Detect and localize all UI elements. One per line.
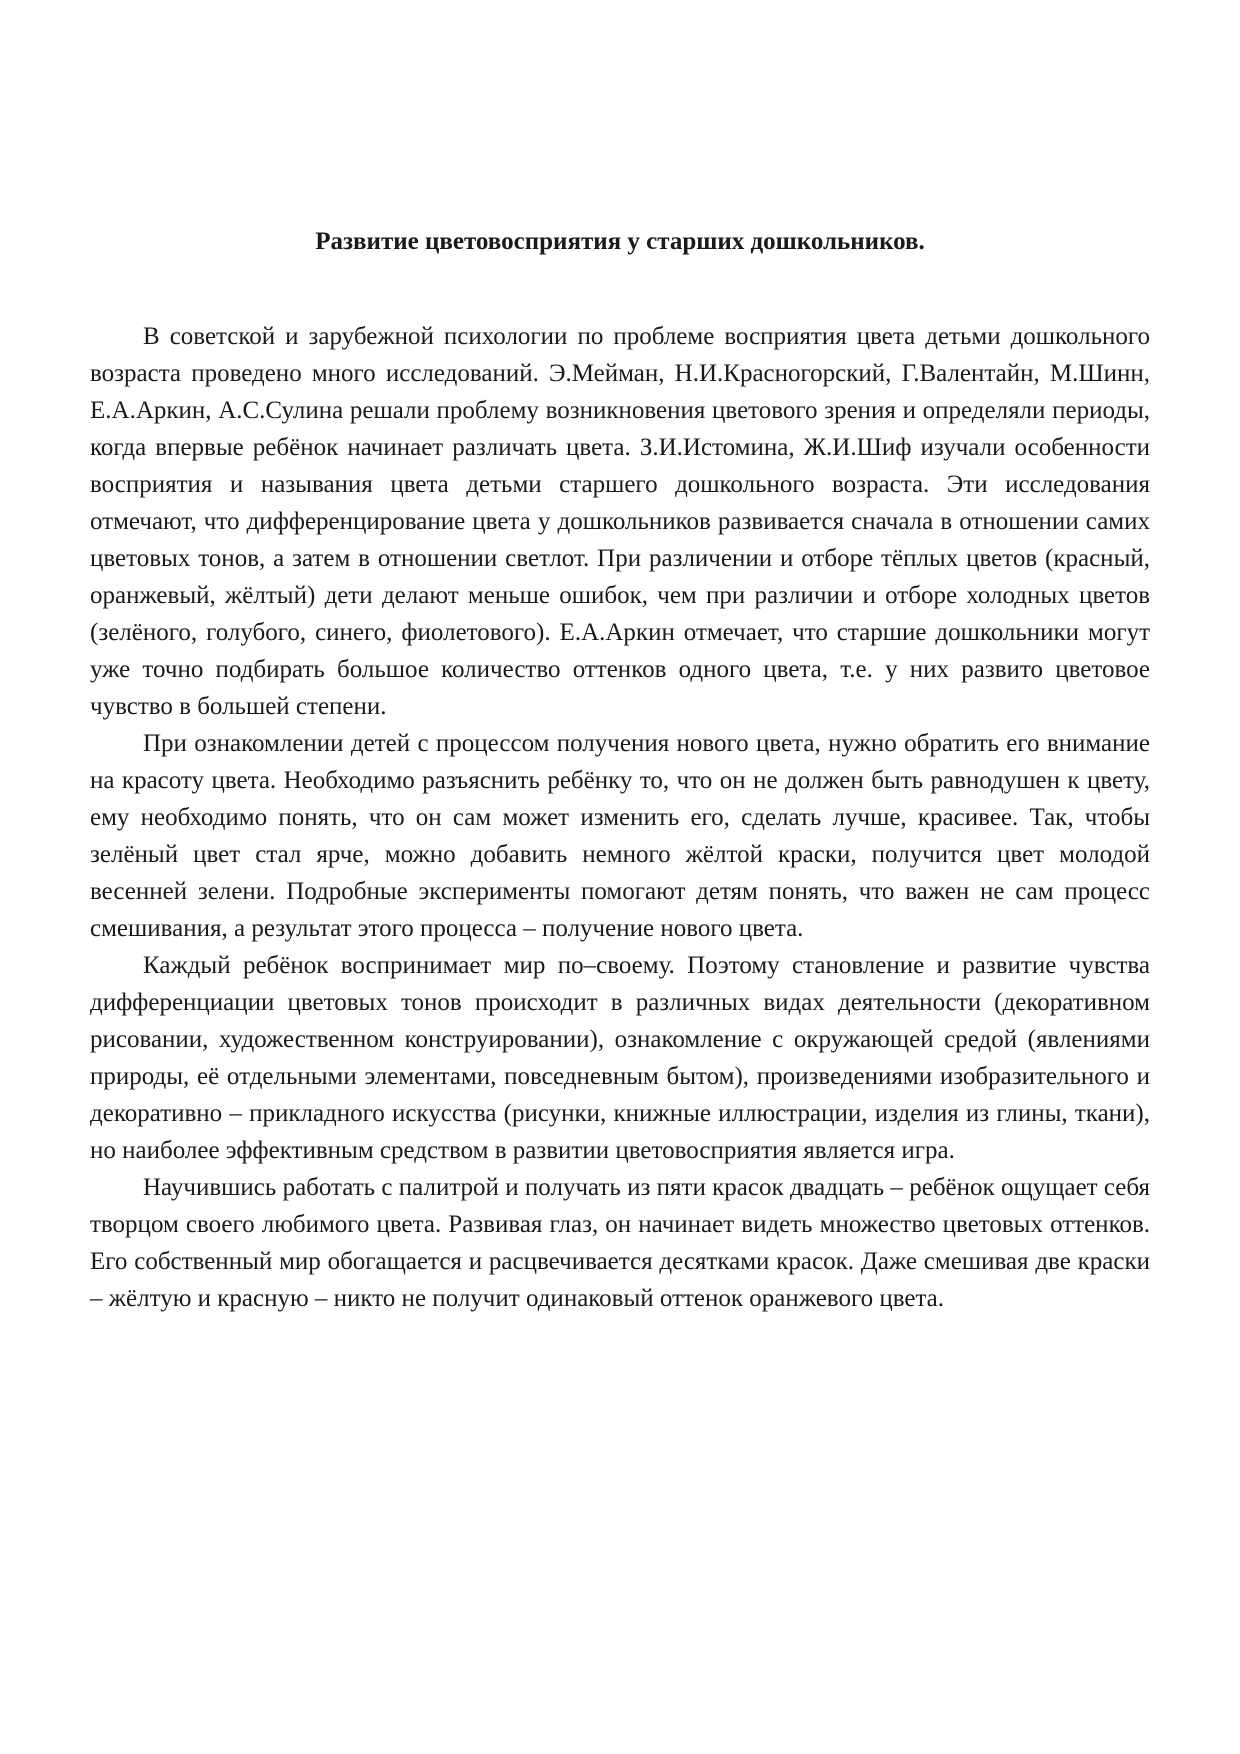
document-page (90, 0, 1150, 1754)
paragraph-research-overview: В советской и зарубежной психологии по проблеме восприятия цвета детьми дошкольного возраста проведено много исследований. Э.Мейман, Н.И.Красногорский, Г.Валентайн, М.Шинн, Е.А.Аркин, А.С.Сулина решали проблему возникновения цветового зрения и определяли периоды, когда впервые ребёнок начинает различать цвета. З.И.Истомина, Ж.И.Шиф изучали особенности восприятия и называния цвета детьми старшего дошкольного возраста. Эти исследования отмечают, что дифференцирование цвета у дошкольников развивается сначала в отношении самих цветовых тонов, а затем в отношении светлот. При различении и отборе тёплых цветов (красный, оранжевый, жёлтый) дети делают меньше ошибок, чем при различии и отборе холодных цветов (зелёного, голубого, синего, фиолетового). Е.А.Аркин отмечает, что старшие дошкольники могут уже точно подбирать большое количество оттенков одного цвета, т.е. у них развито цветовое чувство в большей степени. (90, 323, 1150, 720)
document-title: Развитие цветовосприятия у старших дошкольников. (315, 228, 925, 255)
paragraph-new-color: При ознакомлении детей с процессом получения нового цвета, нужно обратить его внимание на красоту цвета. Необходимо разъяснить ребёнку то, что он не должен быть равнодушен к цвету, ему необходимо понять, что он сам может изменить его, сделать лучше, красивее. Так, чтобы зелёный цвет стал ярче, можно добавить немного жёлтой краски, получится цвет молодой весенней зелени. Подробные эксперименты помогают детям понять, что важен не сам процесс смешивания, а результат этого процесса – получение нового цвета. (90, 730, 1150, 942)
paragraph-activities: Каждый ребёнок воспринимает мир по–своему. Поэтому становление и развитие чувства дифференциации цветовых тонов происходит в различных видах деятельности (декоративном рисовании, художественном конструировании), ознакомление с окружающей средой (явлениями природы, её отдельными элементами, повседневным бытом), произведениями изобразительного и декоративно – прикладного искусства (рисунки, книжные иллюстрации, изделия из глины, ткани), но наиболее эффективным средством в развитии цветовосприятия является игра. (90, 952, 1150, 1164)
document-body (90, 318, 1150, 1317)
paragraph-palette: Научившись работать с палитрой и получать из пяти красок двадцать – ребёнок ощущает себя творцом своего любимого цвета. Развивая глаз, он начинает видеть множество цветовых оттенков. Его собственный мир обогащается и расцвечивается десятками красок. Даже смешивая две краски – жёлтую и красную – никто не получит одинаковый оттенок оранжевого цвета. (90, 1174, 1150, 1312)
